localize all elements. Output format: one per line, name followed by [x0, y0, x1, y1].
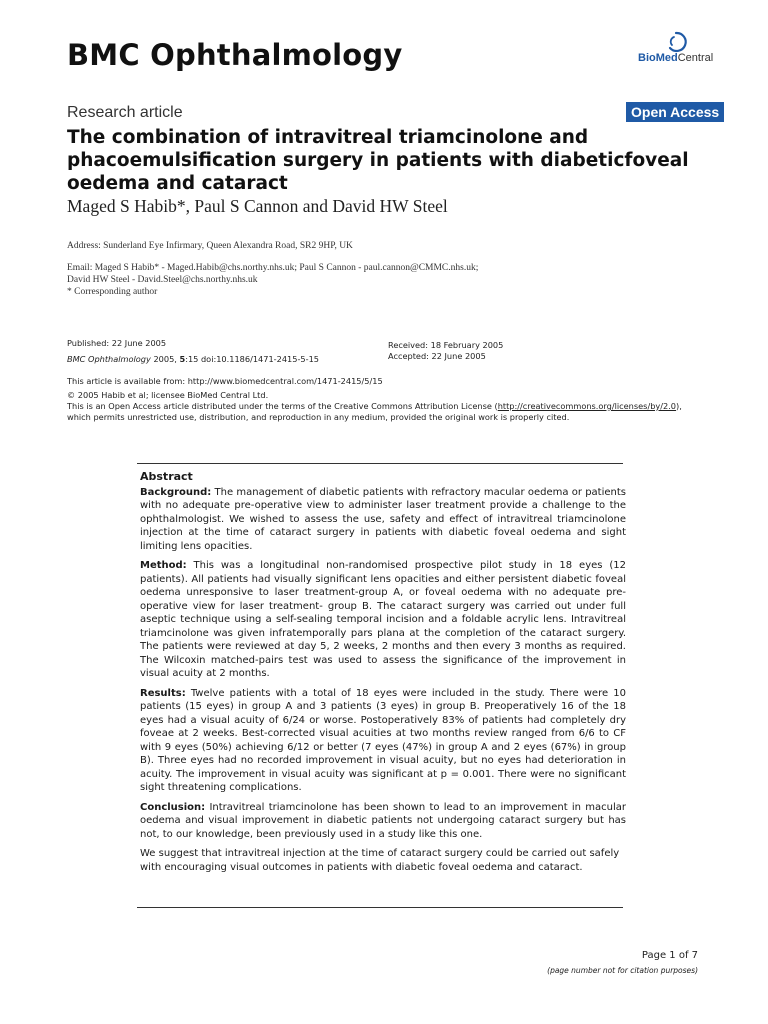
logo-brand: BioMed: [638, 52, 678, 64]
results-label: Results:: [140, 687, 186, 699]
received-date: Received: 18 February 2005: [388, 340, 504, 350]
open-access-badge: Open Access: [626, 102, 724, 122]
license-line-2: which permits unrestricted use, distribution, and reproduction in any medium, provided the original work is properly cited.: [67, 412, 570, 422]
abstract-bottom-rule: [137, 907, 623, 908]
license-link[interactable]: http://creativecommons.org/licenses/by/2.0: [497, 401, 677, 411]
background-label: Background:: [140, 486, 212, 498]
address: Address: Sunderland Eye Infirmary, Queen Alexandra Road, SR2 9HP, UK: [67, 241, 353, 251]
article-authors: Maged S Habib*, Paul S Cannon and David HW Steel: [67, 196, 448, 216]
citation-journal: BMC Ophthalmology: [67, 354, 151, 364]
biomed-central-logo-icon: [636, 30, 716, 54]
license-block: [67, 390, 697, 423]
email-line-1: Email: Maged S Habib* - Maged.Habib@chs.northy.nhs.uk; Paul S Cannon - paul.cannon@CMMC.nhs.uk;: [67, 263, 479, 273]
received-accepted: [388, 340, 503, 362]
license-pre: This is an Open Access article distributed under the terms of the Creative Commons Attribution License (: [67, 401, 498, 411]
abstract-background: [140, 486, 626, 554]
logo-suffix: Central: [677, 52, 714, 64]
page-number: Page 1 of 7: [641, 950, 698, 961]
email-line-2: David HW Steel - David.Steel@chs.northy.nhs.uk: [67, 275, 258, 285]
conclusion-label: Conclusion:: [140, 801, 206, 813]
abstract-results: [140, 687, 626, 795]
conclusion-text: Intravitreal triamcinolone has been shown to lead to an improvement in macular oedema and visual improvement in diabetic patients not undergoing cataract surgery but has not, to our knowledge, been previously used in a study like this one.: [140, 801, 626, 840]
background-text: The management of diabetic patients with refractory macular oedema or patients with no adequate pre-operative view to administer laser treatment provide a challenge to the ophthalmologist. We wished to assess the use, safety and effect of intravitreal triamcinolone injection at the time of cataract surgery in patients with diabetic foveal oedema and sight limiting lens opacities.: [140, 486, 626, 552]
abstract-top-rule: [137, 463, 623, 464]
publication-info: [67, 338, 319, 365]
published-date: Published: 22 June 2005: [67, 338, 167, 348]
method-text: This was a longitudinal non-randomised prospective pilot study in 18 eyes (12 patients). All patients had visually significant lens opacities and either persistent diabetic foveal oedema unresponsive to laser treatment-group A, or foveal oedema with no adequate pre-operative view for laser treatment- group B. The cataract surgery was carried out under full aseptic technique using a self-sealing temporal incision and a foldable acrylic lens. Intravitreal triamcinolone was given infratemporally pars plana at the completion of the cataract surgery. The patients were reviewed at day 5, 2 weeks, 2 months and then every 3 months as required. The Wilcoxin matched-pairs test was used to assess the significance of the improvement in visual acuity at 2 months.: [140, 560, 626, 679]
citation: [67, 354, 319, 365]
affiliations: [67, 240, 478, 298]
biomed-central-logo: [636, 30, 716, 70]
copyright: © 2005 Habib et al; licensee BioMed Central Ltd.: [67, 390, 269, 400]
article-title: The combination of intravitreal triamcinolone and phacoemulsification surgery in patients with diabeticfoveal oedema and cataract: [67, 127, 689, 194]
license-post: ),: [676, 401, 682, 411]
abstract: [140, 470, 626, 880]
abstract-method: [140, 559, 626, 681]
journal-name: BMC Ophthalmology: [67, 38, 403, 72]
corresponding-author-note: * Corresponding author: [67, 287, 158, 297]
abstract-heading: Abstract: [140, 470, 193, 483]
citation-volume: 5: [179, 354, 186, 364]
accepted-date: Accepted: 22 June 2005: [388, 351, 486, 361]
abstract-final: We suggest that intravitreal injection at the time of cataract surgery could be carried out safely with encouraging visual outcomes in patients with diabetic foveal oedema and cataract.: [140, 848, 620, 873]
results-text: Twelve patients with a total of 18 eyes were included in the study. There were 10 patients (15 eyes) in group A and 3 patients (3 eyes) in group B. Preoperatively 16 of the 18 eyes had a visual acuity of 6/24 or worse. Postoperatively 83% of patients had completely dry foveae at 2 weeks. Best-corrected visual acuities at two months review ranged from 6/6 to CF with 9 eyes (50%) achieving 6/12 or better (7 eyes (47%) in group A and 2 eyes (67%) in group B). Three eyes had no recorded improvement in visual acuity, but no eyes had deterioration in acuity. The improvement in visual acuity was significant at p = 0.001. There were no significant sight threatening complications.: [140, 687, 626, 793]
article-type: Research article: [67, 104, 183, 121]
license-line-1: [67, 401, 697, 412]
availability: This article is available from: http://www.biomedcentral.com/1471-2415/5/15: [67, 376, 383, 386]
citation-doi: :15 doi:10.1186/1471-2415-5-15: [185, 354, 320, 364]
abstract-conclusion: [140, 801, 626, 842]
citation-year: 2005,: [150, 354, 180, 364]
page-number-note: (page number not for citation purposes): [547, 966, 698, 975]
method-label: Method:: [140, 560, 187, 571]
